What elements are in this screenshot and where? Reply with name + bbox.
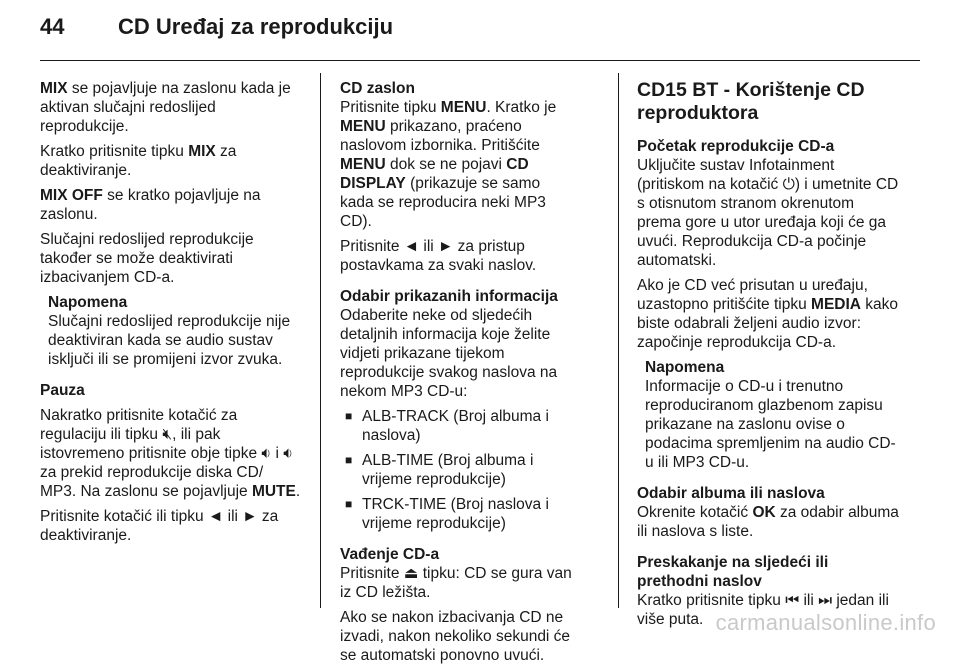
next-track-icon: ⏭ — [818, 592, 833, 609]
section-title-cd15: CD15 BT - Korištenje CD reproduktora — [637, 79, 865, 124]
note-box-2 — [645, 358, 901, 472]
list-item: ■ ALB-TRACK (Broj albuma i naslova) — [345, 408, 549, 444]
bullet-icon: ■ — [345, 497, 353, 511]
paragraph-media: Ako je CD već prisutan u uređaju, uzastopno pritišćite tipku MEDIA kako biste odabrali željeni audio izvor: započinje reprodukcija CD-a. — [637, 277, 899, 351]
note-box-1 — [48, 293, 302, 369]
note-text: Informacije o CD-u i trenutno reproduciranom glazbenom zapisu prikazane na zaslonu ovise o podacima spremljenim na audio CD-u ili MP3 CD-u. — [645, 378, 896, 471]
bullet-icon: ■ — [345, 409, 353, 423]
paragraph-skip: Kratko pritisnite tipku ⏮ ili ⏭ jedan ili više puta. — [637, 592, 889, 628]
volume-down-icon: 🔉︎ — [261, 445, 272, 462]
page-header — [40, 14, 393, 54]
eject-icon: ⏏ — [403, 565, 419, 582]
page-title: CD Uređaj za reprodukciju — [118, 14, 394, 39]
paragraph-cd-settings: Pritisnite ◄ ili ► za pristup postavkama za svaki naslov. — [340, 238, 537, 274]
paragraph-mix-off: MIX OFF se kratko pojavljuje na zaslonu. — [40, 187, 261, 223]
paragraph-info: Odaberite neke od sljedećih detaljnih informacija koje želite vidjeti prikazane tijekom reprodukcije svakog naslova na nekom MP3 CD-u: — [340, 307, 558, 400]
paragraph-cd-display: Pritisnite tipku MENU. Kratko je MENU prikazano, praćeno naslovom izbornika. Pritišćite MENU dok se ne pojavi CD DISPLAY (prikazuje se samo kada se reproducira neki MP3 CD). — [340, 99, 557, 230]
column-1 — [40, 79, 302, 551]
volume-up-icon: 🔉︎ — [283, 445, 294, 462]
paragraph-unpause: Pritisnite kotačić ili tipku ◄ ili ► za deaktiviranje. — [40, 508, 279, 544]
paragraph-pause: Nakratko pritisnite kotačić za regulaciju ili tipku 🔇︎, ili pak istovremeno pritisnite obje tipke 🔉︎ i 🔉︎ za prekid reprodukcije diska CD/ MP3. Na zaslonu se pojavljuje MUTE. — [40, 407, 301, 500]
list-item: ■ TRCK-TIME (Broj naslova i vrijeme reprodukcije) — [345, 496, 549, 532]
previous-track-icon: ⏮ — [785, 592, 800, 609]
column-divider-1 — [320, 73, 321, 608]
paragraph-eject-retract: Ako se nakon izbacivanja CD ne izvadi, nakon nekoliko sekundi će se automatski ponovno uvući. — [340, 609, 571, 664]
note-text: Slučajni redoslijed reprodukcije nije deaktiviran kada se audio sustav isključi ili se promijeni izvor zvuka. — [48, 313, 291, 368]
section-heading-pause: Pauza — [40, 382, 85, 399]
section-heading-start: Početak reprodukcije CD-a — [637, 138, 835, 155]
column-3 — [637, 79, 901, 635]
section-heading-album: Odabir albuma ili naslova — [637, 485, 825, 502]
section-heading-info: Odabir prikazanih informacija — [340, 288, 558, 305]
watermark: carmanualsonline.info — [715, 610, 936, 635]
note-title: Napomena — [48, 294, 128, 311]
column-divider-2 — [618, 73, 619, 608]
paragraph-random-eject: Slučajni redoslijed reprodukcije također se može deaktivirati izbacivanjem CD-a. — [40, 231, 254, 286]
paragraph-start: Uključite sustav Infotainment (pritiskom na kotačić ⏻) i umetnite CD s otisnutom stranom okrenutom prema gore u utor uređaja koji će ga uvući. Reprodukcija CD-a počinje automatski. — [637, 157, 899, 269]
section-heading-eject: Vađenje CD-a — [340, 546, 440, 563]
paragraph-album: Okrenite kotačić OK za odabir albuma ili naslova s liste. — [637, 504, 899, 540]
section-heading-skip: Preskakanje na sljedeći ili prethodni naslov — [637, 554, 829, 590]
header-rule — [40, 60, 920, 61]
list-item: ■ ALB-TIME (Broj albuma i vrijeme reprodukcije) — [345, 452, 534, 488]
column-2 — [340, 79, 578, 671]
mute-icon: 🔇︎ — [162, 426, 173, 443]
section-heading-cd-display: CD zaslon — [340, 80, 415, 97]
paragraph-eject: Pritisnite ⏏ tipku: CD se gura van iz CD ležišta. — [340, 565, 572, 601]
bullet-icon: ■ — [345, 453, 353, 467]
page-number: 44 — [40, 14, 65, 39]
paragraph-mix-off-key: Kratko pritisnite tipku MIX za deaktiviranje. — [40, 143, 237, 179]
power-icon: ⏻ — [782, 176, 795, 193]
paragraph-mix: MIX se pojavljuje na zaslonu kada je aktivan slučajni redoslijed reprodukcije. — [40, 80, 291, 135]
note-title: Napomena — [645, 359, 725, 376]
info-options-list — [340, 407, 578, 533]
